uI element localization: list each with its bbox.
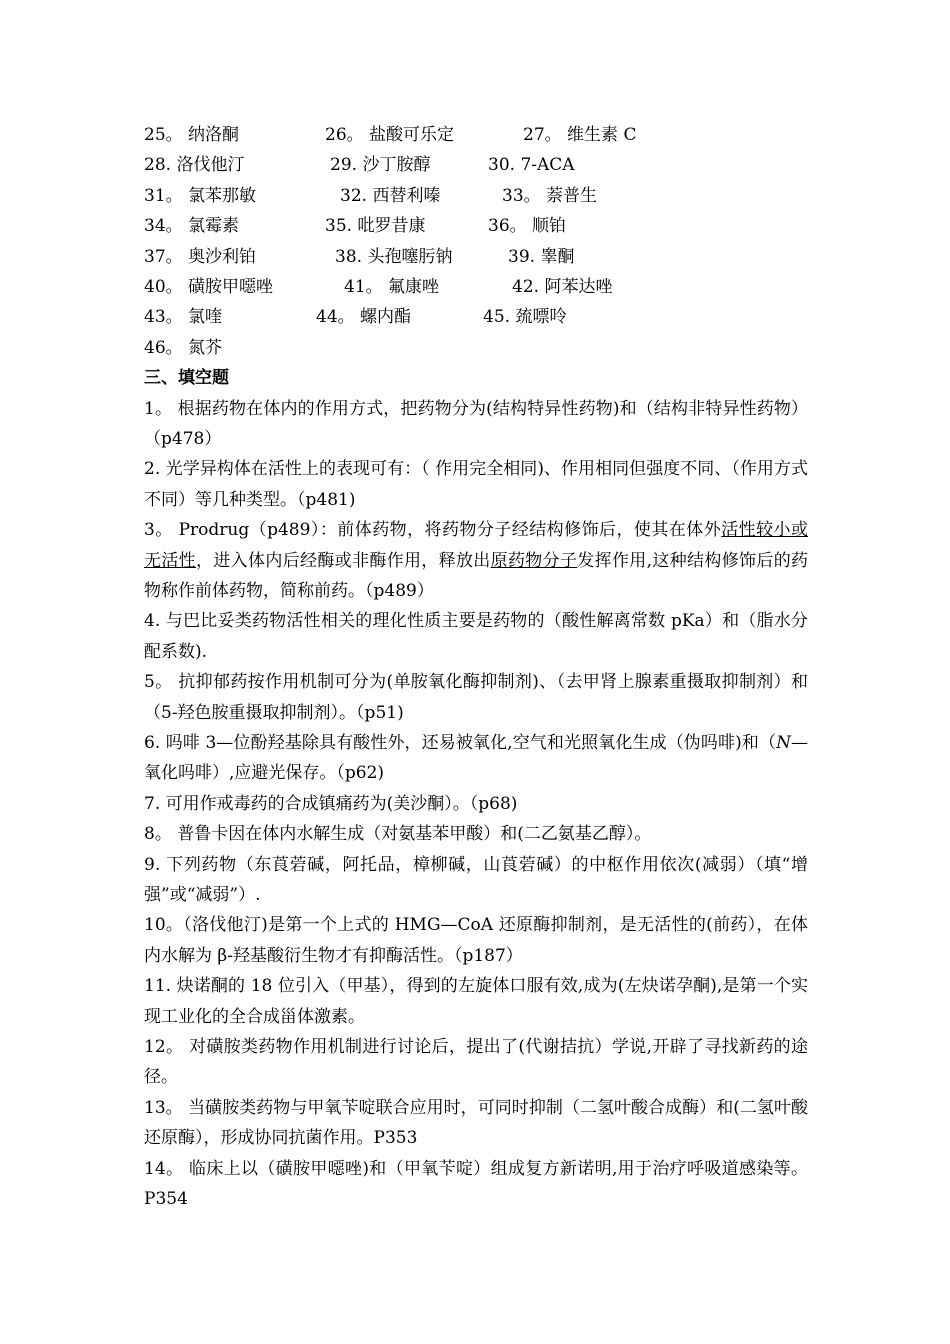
drug-item: 26。 盐酸可乐定	[325, 125, 455, 145]
question-13: 13。 当磺胺类药物与甲氧苄啶联合应用时，可同时抑制（二氢叶酸合成酶）和(二氢叶酸还原酶），形成协同抗菌作用。P353	[144, 1097, 808, 1149]
question-5: 5。 抗抑郁药按作用机制可分为(单胺氧化酶抑制剂)、（去甲肾上腺素重摄取抑制剂）和（5-羟色胺重摄取抑制剂）。（p51)	[144, 672, 808, 723]
question-3-text: ，进入体内后经酶或非酶作用，释放出	[196, 550, 491, 571]
question-2: 2. 光学异构体在活性上的表现可有：（ 作用完全相同)、作用相同但强度不同、（作用方式不同）等几种类型。（p481)	[144, 459, 808, 510]
drug-item: 44。 螺内酯	[316, 307, 412, 328]
drug-list-row	[144, 211, 808, 241]
drug-item: 32. 西替利嗪	[340, 185, 441, 206]
drug-item: 45. 巯嘌呤	[483, 307, 567, 328]
question-6-text: —氧化吗啡）,应避光保存。（p62)	[144, 732, 808, 784]
drug-item: 31。 氯苯那敏	[144, 185, 257, 206]
page-content	[144, 120, 808, 1214]
section-heading: 三、填空题	[144, 368, 229, 389]
drug-list-row	[144, 333, 808, 363]
drug-item: 43。 氯喹	[144, 307, 223, 328]
drug-item: 42. 阿苯达唑	[512, 276, 613, 297]
drug-item: 28. 洛伐他汀	[144, 155, 245, 176]
drug-item: 38. 头孢噻肟钠	[335, 246, 453, 267]
underlined-answer: 原药物分子	[490, 550, 578, 571]
drug-item: 27。 维生素 C	[523, 125, 637, 145]
drug-item: 29. 沙丁胺醇	[330, 155, 431, 176]
drug-item: 40。 磺胺甲噁唑	[144, 276, 274, 297]
drug-list-row	[144, 181, 808, 211]
drug-item: 30. 7-ACA	[488, 155, 575, 176]
drug-item: 35. 吡罗昔康	[325, 216, 426, 237]
drug-item: 36。 顺铂	[488, 216, 567, 237]
italic-n: N	[776, 732, 791, 753]
question-3-text: 3。 Prodrug（p489）：前体药物，将药物分子经结构修饰后，使其在体外	[144, 520, 722, 541]
question-6-text: 6. 吗啡 3—位酚羟基除具有酸性外，还易被氧化,空气和光照氧化生成（伪吗啡)和（	[144, 732, 777, 753]
question-10: 10。（洛伐他汀)是第一个上式的 HMG—CoA 还原酶抑制剂，是无活性的(前药），在体内水解为 β-羟基酸衍生物才有抑酶活性。（p187）	[144, 915, 808, 966]
question-list	[144, 394, 808, 1215]
drug-item: 37。 奥沙利铂	[144, 246, 257, 267]
drug-item: 41。 氟康唑	[344, 276, 440, 297]
question-7: 7. 可用作戒毒药的合成镇痛药为(美沙酮）。（p68)	[144, 793, 518, 814]
drug-list-row	[144, 120, 808, 150]
question-1: 1。 根据药物在体内的作用方式，把药物分为(结构特异性药物)和（结构非特异性药物）（p478）	[144, 398, 808, 449]
drug-list-row	[144, 272, 808, 302]
drug-list-row	[144, 242, 808, 272]
question-3	[144, 515, 808, 606]
drug-item: 34。 氯霉素	[144, 216, 240, 237]
question-9: 9. 下列药物（东莨菪碱，阿托品，樟柳碱，山莨菪碱）的中枢作用依次(减弱）（填“增强”或“减弱”）.	[144, 854, 808, 906]
question-11: 11. 炔诺酮的 18 位引入（甲基），得到的左旋体口服有效,成为(左炔诺孕酮),是第一个实现工业化的全合成甾体激素。	[144, 976, 808, 1027]
question-8: 8。 普鲁卡因在体内水解生成（对氨基苯甲酸）和(二乙氨基乙醇）。	[144, 824, 652, 845]
question-12: 12。 对磺胺类药物作用机制进行讨论后，提出了(代谢拮抗）学说,开辟了寻找新药的途径。	[144, 1037, 808, 1088]
drug-list	[144, 120, 808, 363]
drug-list-row	[144, 150, 808, 180]
question-3-text: 发挥作用,这种结构修饰后的药物称作前体药物，简称前药。（p489）	[144, 550, 809, 601]
question-14: 14。 临床上以（磺胺甲噁唑)和（甲氧苄啶）组成复方新诺明,用于治疗呼吸道感染等。P354	[144, 1158, 808, 1210]
question-4: 4. 与巴比妥类药物活性相关的理化性质主要是药物的（酸性解离常数 pKa）和（脂水分配系数).	[144, 611, 808, 662]
question-6	[144, 728, 808, 789]
underlined-answer: 活性较小或无活性	[144, 520, 808, 571]
drug-item: 25。 纳洛酮	[144, 125, 240, 145]
drug-item: 33。 萘普生	[502, 185, 598, 206]
drug-item: 39. 睾酮	[508, 246, 575, 267]
drug-item: 46。 氮芥	[144, 337, 223, 358]
drug-list-row	[144, 302, 808, 332]
